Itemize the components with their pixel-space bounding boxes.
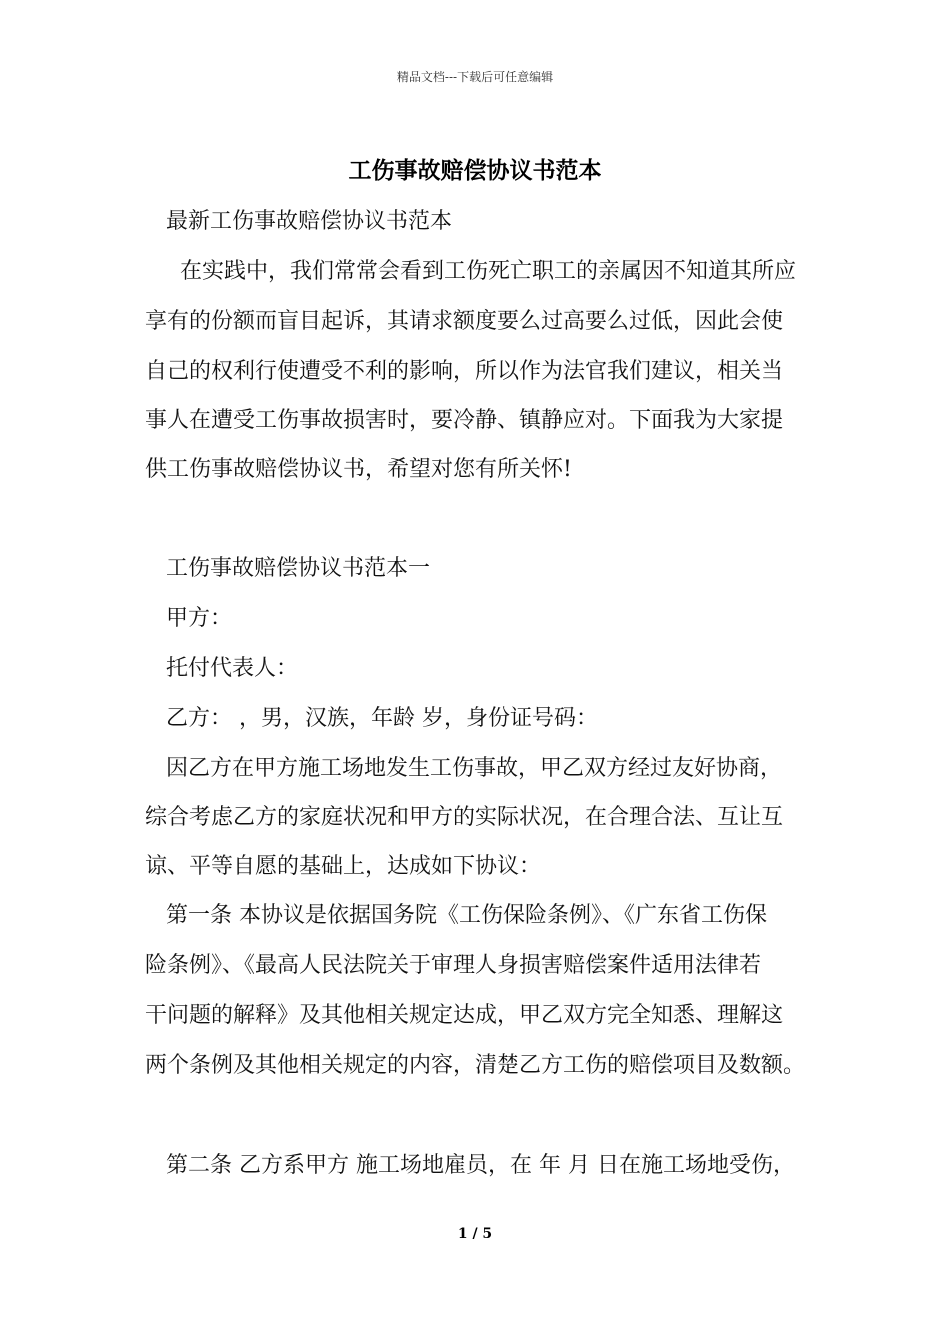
- document-title: 工伤事故赔偿协议书范本: [348, 157, 602, 184]
- party-b-line: 乙方： ，男，汉族，年龄 岁，身份证号码：: [166, 706, 598, 731]
- intro-line-5: 供工伤事故赔偿协议书，希望对您有所关怀!: [145, 457, 572, 482]
- page-number: 1 / 5: [457, 1226, 493, 1242]
- article-2-line-1: 第二条 乙方系甲方 施工场地雇员，在 年 月 日在施工场地受伤，: [166, 1153, 795, 1178]
- article-1-line-2: 险条例》、《最高人民法院关于审理人身损害赔偿案件适用法律若: [145, 953, 762, 978]
- intro-line-4: 事人在遭受工伤事故损害时，要冷静、镇静应对。下面我为大家提: [145, 408, 784, 433]
- article-1-line-3: 干问题的解释》及其他相关规定达成，甲乙双方完全知悉、理解这: [145, 1003, 784, 1028]
- intro-line-1: 在实践中，我们常常会看到工伤死亡职工的亲属因不知道其所应: [180, 259, 797, 284]
- intro-line-2: 享有的份额而盲目起诉，其请求额度要么过高要么过低，因此会使: [145, 309, 784, 334]
- representative-line: 托付代表人：: [166, 656, 299, 681]
- header-note: 精品文档---下载后可任意编辑: [396, 70, 554, 84]
- preamble-line-2: 综合考虑乙方的家庭状况和甲方的实际状况，在合理合法、互让互: [145, 805, 784, 830]
- party-a-line: 甲方：: [166, 606, 233, 631]
- preamble-line-3: 谅、平等自愿的基础上，达成如下协议：: [145, 854, 542, 879]
- preamble-line-1: 因乙方在甲方施工场地发生工伤事故，甲乙双方经过友好协商，: [166, 756, 783, 781]
- intro-line-3: 自己的权利行使遭受不利的影响，所以作为法官我们建议，相关当: [145, 359, 784, 384]
- section-heading: 工伤事故赔偿协议书范本一: [166, 556, 431, 581]
- subtitle-line: 最新工伤事故赔偿协议书范本: [166, 209, 453, 234]
- article-1-line-4: 两个条例及其他相关规定的内容，清楚乙方工伤的赔偿项目及数额。: [145, 1053, 806, 1078]
- article-1-line-1: 第一条 本协议是依据国务院《工伤保险条例》、《广东省工伤保: [166, 903, 767, 928]
